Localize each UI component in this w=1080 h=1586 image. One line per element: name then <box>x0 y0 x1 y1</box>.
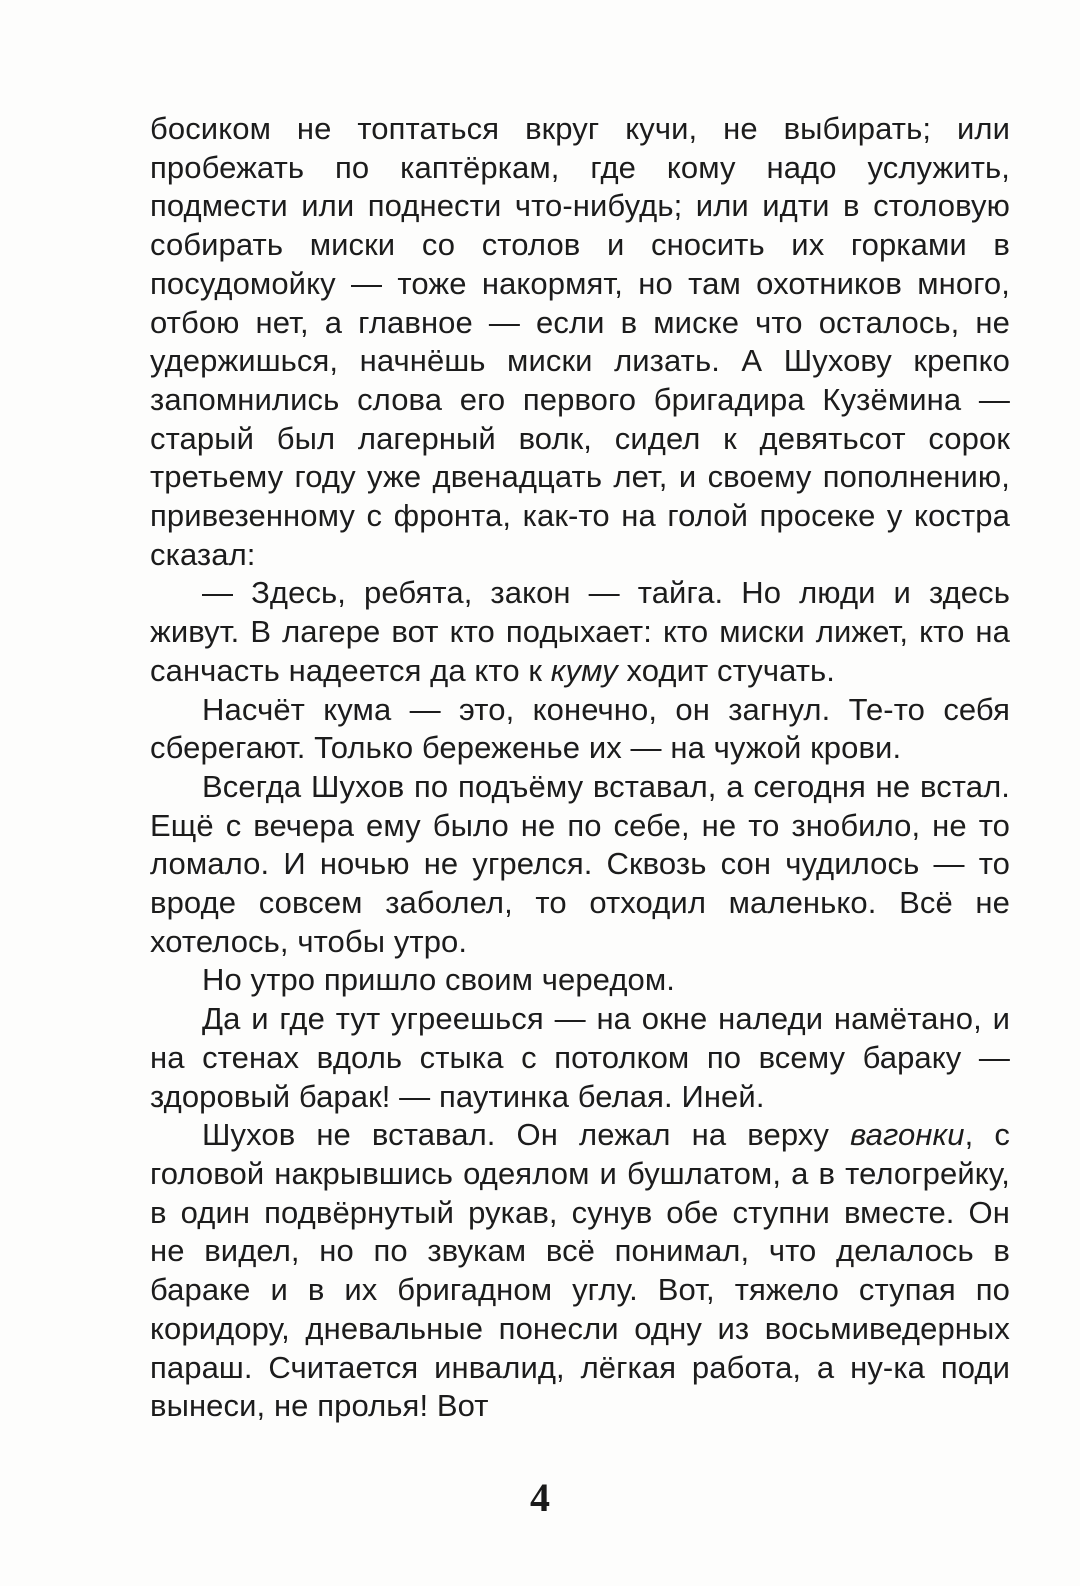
text-run: Насчёт кума — это, конечно, он загнул. Те-то себя сберегают. Только береженье их — на чужой крови. <box>150 691 1010 766</box>
paragraph <box>150 110 1010 574</box>
paragraph <box>150 961 1010 1000</box>
text-run: Всегда Шухов по подъёму вставал, а сегодня не встал. Ещё с вечера ему было не по себе, не то знобило, не то ломало. И ночью не угрелся. Сквозь сон чудилось — то вроде совсем заболел, то отходил маленько. Всё не хотелось, чтобы утро. <box>150 768 1010 959</box>
italic-term: куму <box>550 652 618 688</box>
paragraph <box>150 691 1010 768</box>
text-run: — Здесь, ребята, закон — тайга. Но люди и здесь живут. В лагере вот кто подыхает: кто миски лижет, кто на санчасть надеется да кто к <box>150 575 1010 688</box>
text-run: ходит стучать. <box>617 652 836 688</box>
paragraph <box>150 1000 1010 1116</box>
body-text <box>150 110 1010 1426</box>
text-run: босиком не топтаться вкруг кучи, не выбирать; или пробежать по каптёркам, где кому надо услужить, подмести или поднести что-нибудь; или идти в столовую собирать миски со столов и сносить их горками в посудомойку — тоже накормят, но там охотников много, отбою нет, а главное — если в миске что осталось, не удержишься, начнёшь миски лизать. А Шухову крепко запомнились слова его первого бригадира Кузёмина — старый был лагерный волк, сидел к девятьсот сорок третьему году уже двенадцать лет, и своему пополнению, привезенному с фронта, как-то на голой просеке у костра сказал: <box>150 111 1010 572</box>
text-run: Да и где тут угреешься — на окне наледи намётано, и на стенах вдоль стыка с потолком по всему бараку — здоровый барак! — паутинка белая. Иней. <box>150 1001 1010 1114</box>
paragraph <box>150 768 1010 962</box>
italic-term: вагонки <box>850 1117 965 1153</box>
paragraph <box>150 574 1010 690</box>
page-number: 4 <box>530 1475 550 1520</box>
text-run: Но утро пришло своим чередом. <box>202 962 675 998</box>
paragraph <box>150 1116 1010 1426</box>
text-run: , с головой накрывшись одеялом и бушлатом, а в телогрейку, в один подвёрнутый рукав, сунув обе ступни вместе. Он не видел, но по звукам всё понимал, что делалось в бараке и в их бригадном углу. Вот, тяжело ступая по коридору, дневальные понесли одну из восьмиведерных параш. Считается инвалид, лёгкая работа, а ну-ка поди вынеси, не пролья! Вот <box>150 1117 1010 1424</box>
text-run: Шухов не вставал. Он лежал на верху <box>202 1117 851 1153</box>
